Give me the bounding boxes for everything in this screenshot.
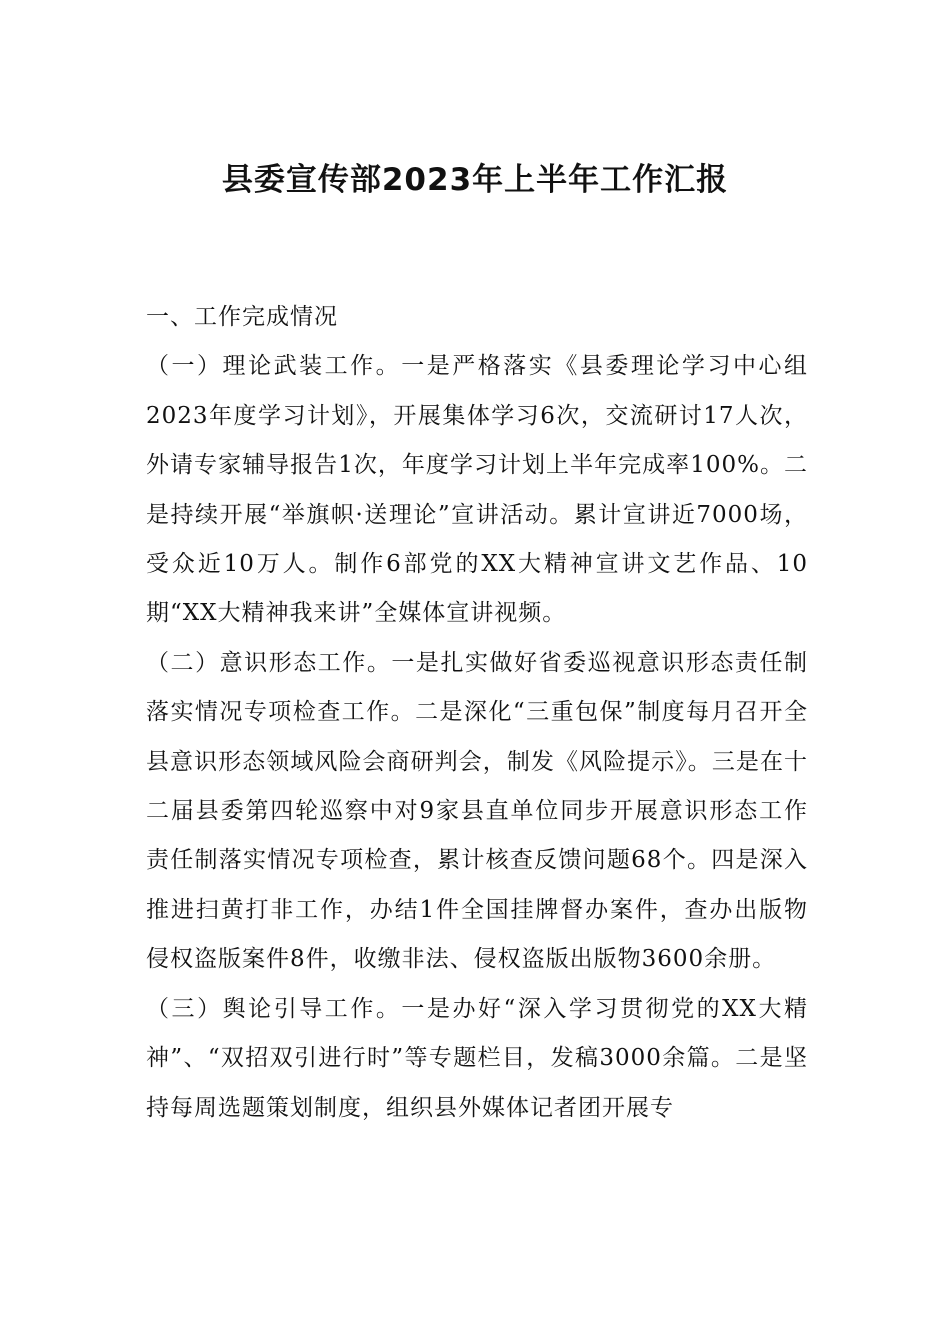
paragraph-ideology: （二）意识形态工作。一是扎实做好省委巡视意识形态责任制落实情况专项检查工作。二是深化“三重包保”制度每月召开全县意识形态领域风险会商研判会，制发《风险提示》。三是在十二届县委第四轮巡察中对9家县直单位同步开展意识形态工作责任制落实情况专项检查，累计核查反馈问题68个。四是深入推进扫黄打非工作，办结1件全国挂牌督办案件，查办出版物侵权盗版案件8件，收缴非法、侵权盗版出版物3600余册。 [146, 649, 808, 973]
document-body [146, 293, 808, 1133]
section-heading: 一、工作完成情况 [146, 304, 338, 330]
paragraph-theory: （一）理论武装工作。一是严格落实《县委理论学习中心组2023年度学习计划》，开展集体学习6次，交流研讨17人次，外请专家辅导报告1次，年度学习计划上半年完成率100%。二是持续开展“举旗帜·送理论”宣讲活动。累计宣讲近7000场，受众近10万人。制作6部党的XX大精神宣讲文艺作品、10期“XX大精神我来讲”全媒体宣讲视频。 [146, 353, 808, 627]
document-title: 县委宣传部2023年上半年工作汇报 [221, 162, 729, 198]
paragraph-public-opinion: （三）舆论引导工作。一是办好“深入学习贯彻党的XX大精神”、“双招双引进行时”等专题栏目，发稿3000余篇。二是坚持每周选题策划制度，组织县外媒体记者团开展专 [146, 995, 808, 1121]
